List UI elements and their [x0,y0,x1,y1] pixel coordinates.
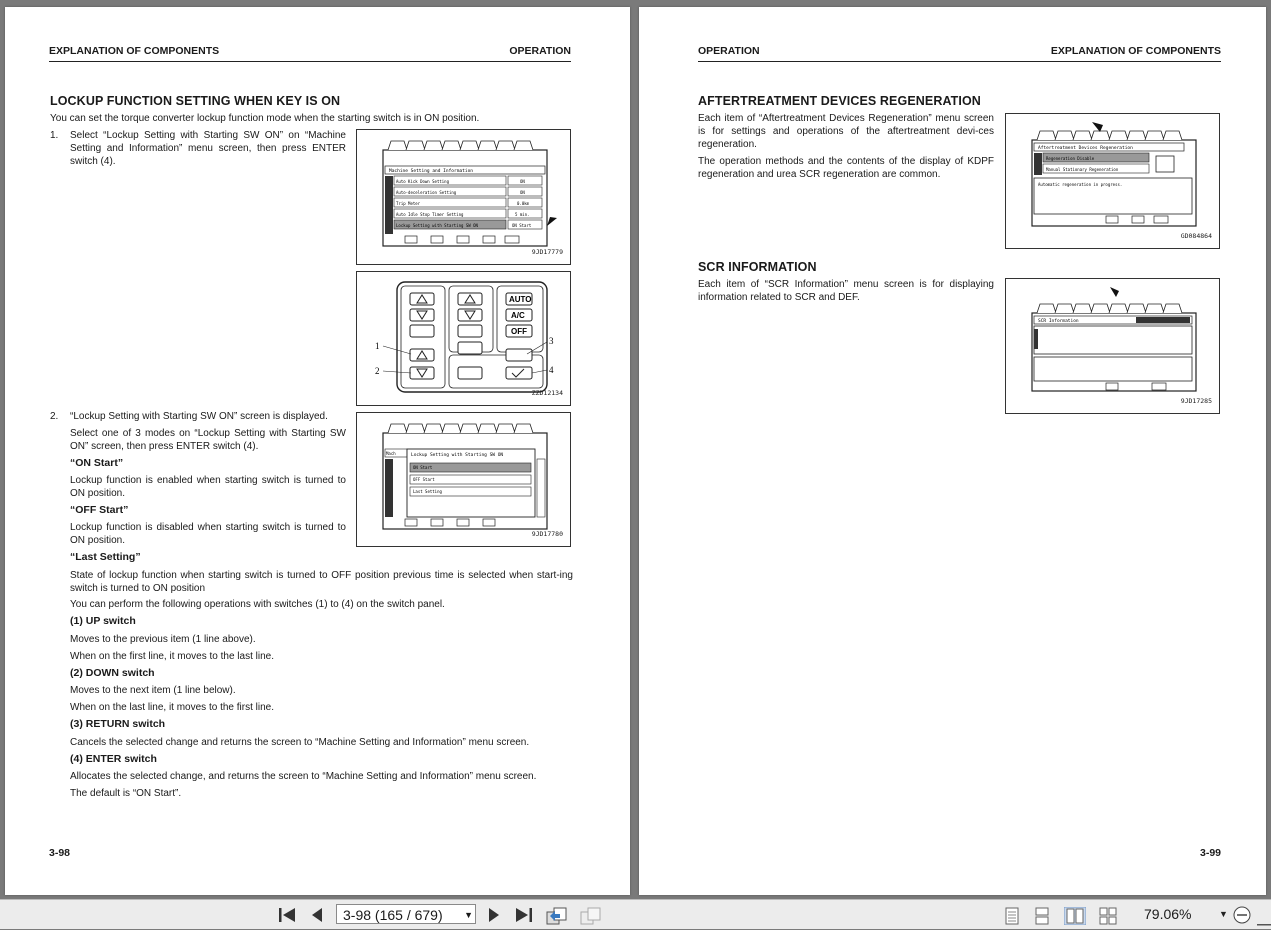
bg-menu-title: Mach [386,451,396,456]
header-right: OPERATION [509,45,571,57]
page-number: 3-98 [49,847,71,859]
status-message: Automatic regeneration in progress. [1038,182,1123,187]
page-header [698,45,1221,62]
menu-row-value: 0.0km [517,201,530,206]
on-start-text: Lockup function is enabled when starting switch is turned to ON position. [70,475,346,499]
step-number: 2. [50,411,59,422]
regeneration-text: Each item of “Aftertreatment Devices Regeneration” menu screen is for settings and operations of the aftertreatment devi-ces regeneration. [698,113,994,150]
auto-switch-label: AUTO [509,295,532,304]
right-page [639,7,1266,895]
scr-screen-drawing [1006,279,1219,413]
chevron-down-icon[interactable]: ▼ [464,910,473,920]
two-page-continuous-icon [1098,907,1118,925]
single-page-icon [1004,907,1020,925]
enter-switch-title: (4) ENTER switch [70,753,157,765]
monitor-screen-drawing [357,130,570,264]
menu-title: SCR Information [1038,319,1079,324]
last-setting-text: State of lockup function when starting switch is turned to OFF position previous time is selected when start-ing switch is turned to ON position [70,570,573,594]
figure-id: 9JD17285 [1180,397,1212,405]
menu-row-value: ON Start [512,223,532,228]
option-off-start: OFF Start [413,477,435,482]
down-switch-text: Moves to the next item (1 line below). [70,685,236,696]
back-view-button[interactable] [546,907,568,928]
zoom-out-icon [1232,905,1252,925]
menu-row-value: ON [520,179,525,184]
figure-id: GD084864 [1180,232,1212,240]
aftertreatment-screen-drawing [1006,114,1219,248]
callout-1: 1 [375,341,380,351]
continuous-view-button[interactable] [1034,907,1050,928]
zoom-level[interactable]: 79.06% [1144,906,1192,922]
menu-row-label: Manual Stationary Regeneration [1046,167,1119,172]
option-on-start: ON Start [413,465,433,470]
menu-row-value: 5 min. [515,212,530,217]
left-page [5,7,630,895]
menu-title: Aftertreatment Devices Regeneration [1038,146,1133,151]
default-text: The default is “ON Start”. [70,788,182,799]
last-page-icon [515,907,533,923]
callout-2: 2 [375,366,380,376]
menu-row-label: Regeneration Disable [1046,156,1095,161]
two-page-icon [1064,907,1086,925]
page-header [49,45,571,62]
down-switch-title: (2) DOWN switch [70,667,155,679]
menu-row-label: Auto Idle Stop Timer Setting [396,212,464,217]
callout-4: 4 [549,365,554,375]
lockup-screen-drawing [357,413,570,546]
off-start-text: Lockup function is disabled when starting switch is turned to ON position. [70,522,346,546]
menu-title: Machine Setting and Information [389,169,473,174]
zoom-slider-track [1257,923,1271,927]
last-page-button[interactable] [515,907,533,926]
ac-switch-label: A/C [511,311,525,320]
section-title-scr: SCR INFORMATION [698,260,817,274]
figure-lockup-setting-screen [356,412,571,547]
forward-view-button[interactable] [580,907,602,928]
single-page-view-button[interactable] [1004,907,1020,928]
header-left: OPERATION [698,45,760,57]
regeneration-text: The operation methods and the contents of the display of KDPF regeneration and urea SCR regeneration are common. [698,156,994,180]
option-last-setting: Last Setting [413,489,442,494]
page-number-input[interactable] [336,904,476,924]
header-left: EXPLANATION OF COMPONENTS [49,45,220,57]
callout-3: 3 [549,336,554,346]
figure-id: 9JD17780 [531,530,563,538]
page-display: 3-98 (165 / 679) [343,907,443,923]
popup-title: Lockup Setting with Starting SW ON [411,453,504,458]
switch-panel-drawing [357,272,570,405]
continuous-page-icon [1034,907,1050,925]
two-page-continuous-view-button[interactable] [1098,907,1118,928]
menu-row-label: Auto-deceleration Setting [396,190,457,195]
previous-page-button[interactable] [310,907,324,926]
menu-row-label: Trip Meter [396,201,421,206]
section-title: LOCKUP FUNCTION SETTING WHEN KEY IS ON [50,94,341,108]
up-switch-text: Moves to the previous item (1 line above). [70,634,256,645]
first-page-icon [278,907,296,923]
step-number: 1. [50,130,59,141]
enter-switch-text: Allocates the selected change, and returns the screen to “Machine Setting and Information” menu screen. [70,771,537,782]
on-start-title: “ON Start” [70,457,124,469]
forward-view-icon [580,907,602,925]
figure-scr-information-screen [1005,278,1220,414]
figure-aftertreatment-screen [1005,113,1220,249]
figure-id: 9JD17779 [531,248,563,256]
step2-text: “Lockup Setting with Starting SW ON” screen is displayed. [70,411,328,422]
up-switch-text: When on the first line, it moves to the last line. [70,651,274,662]
next-page-icon [487,907,501,923]
last-setting-title: “Last Setting” [70,551,141,563]
intro-text: You can set the torque converter lockup function mode when the starting switch is in ON position. [50,113,480,124]
next-page-button[interactable] [487,907,501,926]
step2-select-text: Select one of 3 modes on “Lockup Setting with Starting SW ON” screen, then press ENTER switch (4). [70,428,346,452]
up-switch-title: (1) UP switch [70,615,136,627]
zoom-out-button[interactable] [1232,905,1252,928]
zoom-dropdown-icon[interactable]: ▼ [1219,909,1228,919]
figure-id: ZZD12134 [531,389,563,397]
menu-row-value: ON [520,190,525,195]
two-page-view-button[interactable] [1064,907,1086,928]
ops-intro: You can perform the following operations with switches (1) to (4) on the switch panel. [70,599,445,610]
off-start-title: “OFF Start” [70,504,129,516]
step1-text: Select “Lockup Setting with Starting SW ON” on “Machine Setting and Information” menu screen, then press ENTER switch (4). [70,130,346,167]
off-switch-label: OFF [511,327,527,336]
down-switch-text: When on the last line, it moves to the first line. [70,702,274,713]
page-number: 3-99 [1199,847,1221,859]
viewer-toolbar [0,899,1271,929]
section-title-regeneration: AFTERTREATMENT DEVICES REGENERATION [698,94,981,108]
first-page-button[interactable] [278,907,296,926]
figure-machine-setting-screen [356,129,571,265]
previous-page-icon [310,907,324,923]
back-view-icon [546,907,568,925]
menu-row-label: Auto Kick Down Setting [396,179,449,184]
menu-row-label: Lockup Setting with Starting SW ON [396,223,478,228]
figure-switch-panel [356,271,571,406]
scr-text: Each item of “SCR Information” menu screen is for displaying information related to SCR and DEF. [698,279,994,303]
return-switch-title: (3) RETURN switch [70,718,166,730]
header-right: EXPLANATION OF COMPONENTS [1050,45,1221,57]
return-switch-text: Cancels the selected change and returns the screen to “Machine Setting and Information” menu screen. [70,737,530,748]
